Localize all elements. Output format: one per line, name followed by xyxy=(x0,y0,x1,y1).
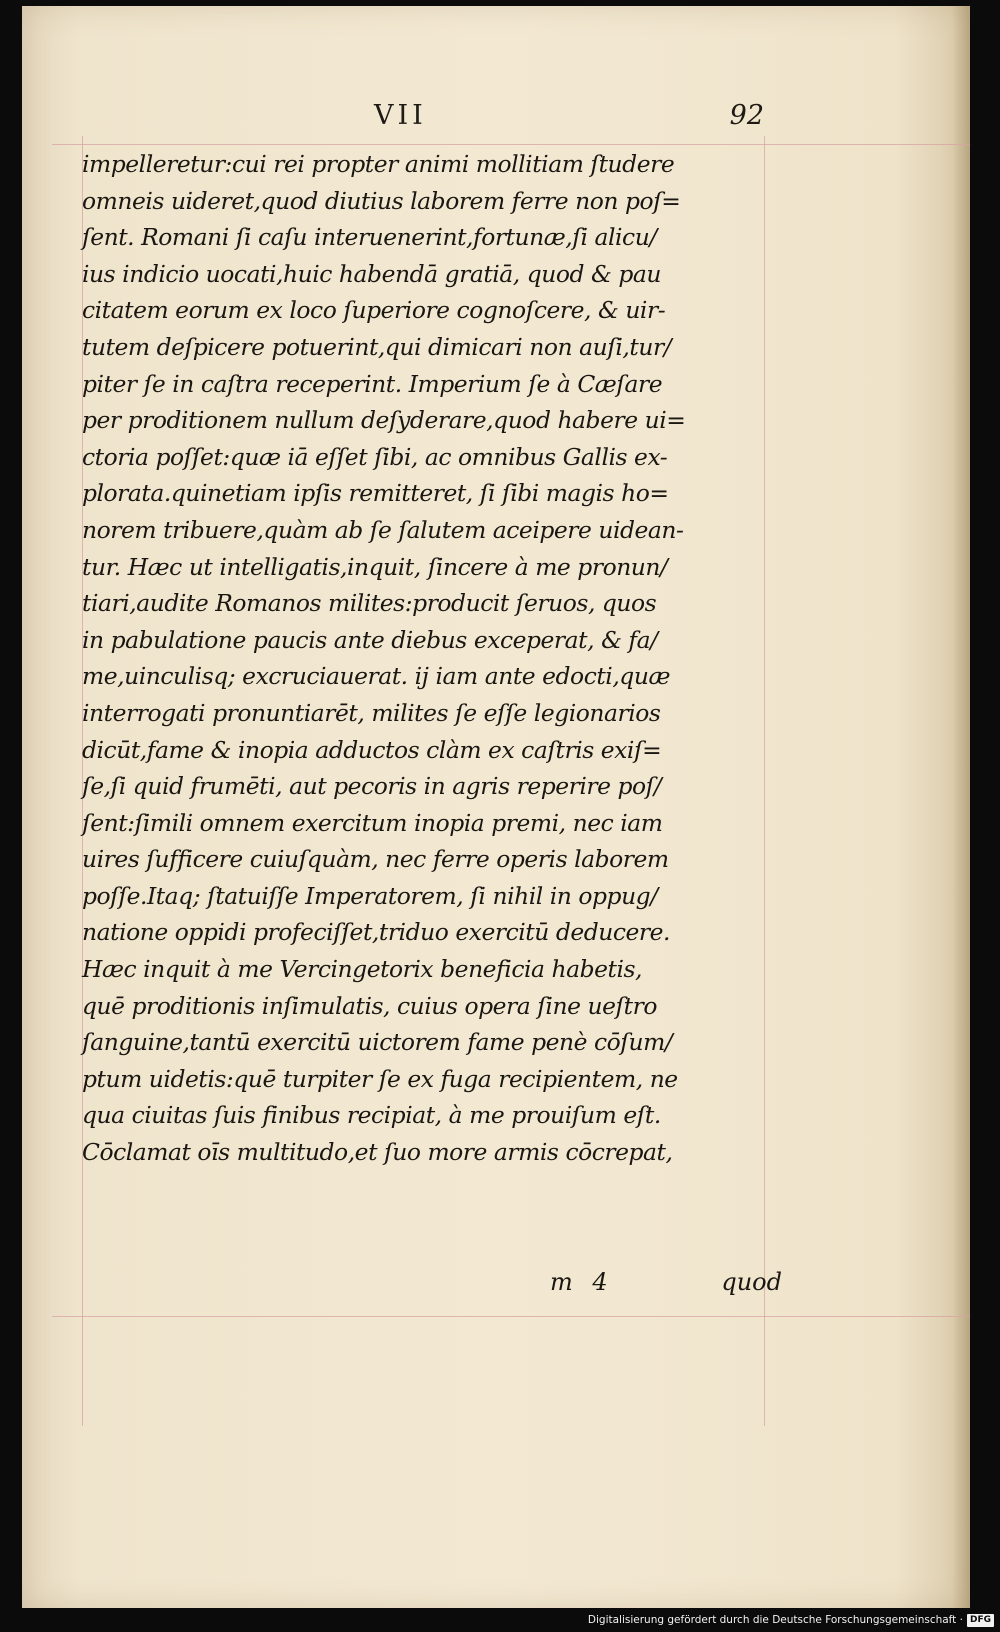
text-line: poſſe.Itaq; ſtatuiſſe Imperatorem, ſi nihil in oppug/ xyxy=(82,881,658,910)
signature-mark: m 4 xyxy=(550,1268,614,1296)
ruled-line-bottom xyxy=(52,1316,970,1317)
text-line: impelleretur:cui rei propter animi mollitiam ſtudere xyxy=(82,150,675,178)
text-line: citatem eorum ex loco ſuperiore cognoſcere, & uir- xyxy=(82,296,666,325)
text-line: tur. Hæc ut intelligatis,inquit, ſincere à me pronun/ xyxy=(82,552,668,581)
dfg-logo: DFG xyxy=(967,1614,994,1627)
running-head xyxy=(82,100,764,140)
ruled-line-top xyxy=(52,144,970,145)
page-edge-shadow xyxy=(952,6,970,1608)
text-line: interrogati pronuntiarēt, milites ſe eſſe legionarios xyxy=(82,698,661,727)
credit-text: Digitalisierung gefördert durch die Deutsche Forschungsgemeinschaft · xyxy=(587,1614,963,1626)
text-line: omneis uideret,quod diutius laborem ferre non poſ= xyxy=(82,186,681,215)
text-line: quē proditionis inſimulatis, cuius opera ſine ueſtro xyxy=(82,991,657,1020)
text-line: tutem deſpicere potuerint,qui dimicari non auſi,tur/ xyxy=(82,332,672,361)
text-line: Hæc inquit à me Vercingetorix beneficia habetis, xyxy=(82,955,643,984)
digitization-credit xyxy=(588,1611,994,1629)
body-text xyxy=(82,146,776,1171)
text-line: plorata.quinetiam ipſis remitteret, ſi ſibi magis ho= xyxy=(82,479,669,508)
text-line: natione oppidi profeciſſet,triduo exercitū deducere. xyxy=(82,918,671,947)
text-line: ſent. Romani ſi caſu interuenerint,fortunæ,ſi alicu/ xyxy=(82,223,657,252)
page-footer xyxy=(82,1268,782,1308)
text-line: in pabulatione paucis ante diebus exceperat, & fa/ xyxy=(82,625,658,654)
text-line: ſent:ſimili omnem exercitum inopia premi, nec iam xyxy=(82,808,663,837)
text-line: ptum uidetis:quē turpiter ſe ex fuga recipientem, ne xyxy=(82,1064,678,1093)
chapter-number: VII xyxy=(374,100,427,131)
text-line: per proditionem nullum deſyderare,quod habere ui= xyxy=(82,406,686,435)
text-line: me,uinculisq; excruciauerat. ij iam ante edocti,quæ xyxy=(82,662,670,691)
book-page xyxy=(22,6,970,1608)
text-line: Cōclamat oīs multitudo,et ſuo more armis cōcrepat, xyxy=(82,1138,673,1167)
text-line: qua ciuitas ſuis finibus recipiat, à me prouiſum eſt. xyxy=(82,1101,661,1130)
catchword: quod xyxy=(721,1268,782,1296)
text-line: ius indicio uocati,huic habendā gratiā, quod & pau xyxy=(82,259,662,288)
text-line: ſe,ſi quid frumēti, aut pecoris in agris reperire poſ/ xyxy=(82,772,662,801)
text-line: piter ſe in caſtra receperint. Imperium ſe à Cæſare xyxy=(82,369,663,398)
text-line: ctoria poſſet:quæ iā eſſet ſibi, ac omnibus Gallis ex- xyxy=(82,442,668,471)
text-line: tiari,audite Romanos milites:producit ſeruos, quos xyxy=(82,589,657,618)
text-line: ſanguine,tantū exercitū uictorem fame penè cōſum/ xyxy=(82,1028,673,1057)
text-line: dicūt,fame & inopia adductos clàm ex caſtris exiſ= xyxy=(82,735,662,764)
folio-number: 92 xyxy=(729,100,764,131)
text-line: uires ſufficere cuiuſquàm, nec ferre operis laborem xyxy=(82,845,669,874)
text-line: norem tribuere,quàm ab ſe ſalutem aceipere uidean- xyxy=(82,515,684,544)
